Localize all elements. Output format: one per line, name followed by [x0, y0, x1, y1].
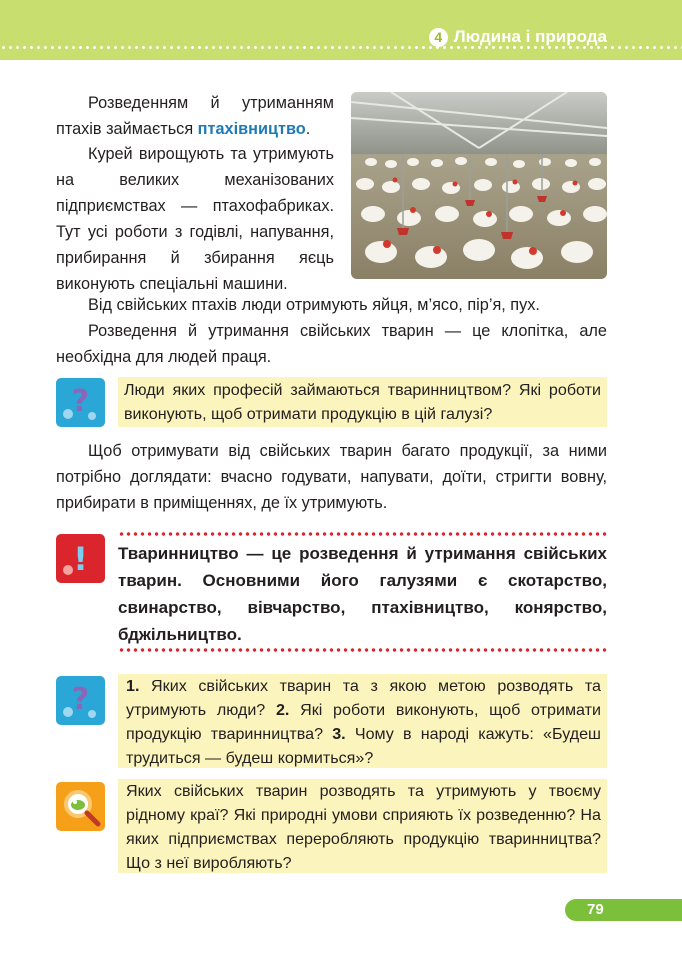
page-number: 79 [565, 899, 682, 921]
question-icon [56, 676, 105, 725]
definition-bottom-divider [118, 648, 607, 652]
chapter-title-text: Людина і природа [453, 27, 607, 46]
paragraph-animal-care: Щоб отримувати від свійських тварин багато продукції, за ними потрібно доглядати: вчасно годувати, напувати, доїти, стригти вовну, прибирати в приміщеннях, де їх утримують. [56, 442, 607, 512]
question-professions: Люди яких професій займаються тваринництвом? Які роботи виконують, щоб отримати продукцію в цій галузі? [118, 377, 607, 427]
magnifier-icon [56, 782, 105, 831]
chickens-illustration [351, 92, 607, 279]
question-number-1: 1. [126, 677, 140, 695]
review-question-2: Які роботи виконують, щоб отримати продукцію тваринництва? [126, 701, 601, 743]
paragraph-poultry-products: Від свійських птахів люди отримують яйця, м’ясо, пір’я, пух. [88, 296, 540, 314]
paragraph-poultry-farms: Курей вирощують та утримують на великих механізованих підприємствах — птахофабриках. Тут усі роботи з годівлі, напування, прибирання й збирання яєць виконують спеціальні машини. [56, 145, 334, 293]
poultry-farm-photo [351, 92, 607, 279]
definition-livestock: Тваринництво — це розведення й утримання свійських тварин. Основними його галузями є скотарство, свинарство, вівчарство, птахівництво, конярство, бджільництво. [118, 544, 607, 644]
definition-top-divider [118, 532, 607, 536]
question-number-2: 2. [275, 701, 290, 719]
important-icon [56, 534, 105, 583]
review-question-3: Чому в народі кажуть: «Будеш трудиться — будеш кормиться»? [126, 725, 601, 767]
review-questions [118, 674, 607, 768]
research-task: Яких свійських тварин розводять та утримують у твоєму рідному краї? Які природні умови сприяють їх розведенню? На яких підприємствах переробляють продукцію тваринництва? Що з неї виробляють? [118, 779, 607, 873]
review-question-1: Яких свійських тварин та з якою метою розводять та утримують люди? [126, 677, 601, 719]
svg-text:!: ! [73, 540, 88, 578]
chapter-title [429, 26, 607, 48]
paragraph-labor: Розведення й утримання свійських тварин — це клопітка, але необхідна для людей праця. [56, 322, 607, 366]
term-poultry: птахівництво [197, 120, 306, 138]
question-icon [56, 378, 105, 427]
svg-text:?: ? [71, 384, 90, 419]
svg-text:?: ? [71, 682, 90, 717]
question-number-3: 3. [332, 725, 346, 743]
chapter-number-badge: 4 [429, 28, 448, 47]
paragraph-poultry: Розведенням й утриманням птахів займається птахівництво. [56, 94, 334, 138]
